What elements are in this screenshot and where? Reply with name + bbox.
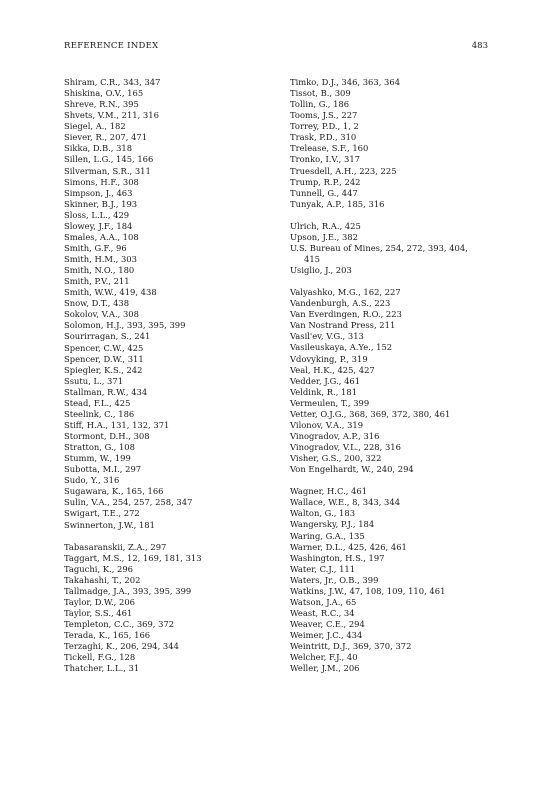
index-entry: Watson, J.A., 65 [290, 596, 357, 607]
index-entry: Vilonov, V.A., 319 [290, 419, 364, 430]
index-entry: Spencer, D.W., 311 [64, 353, 144, 364]
index-entry: Spiegler, K.S., 242 [64, 364, 143, 375]
index-entry: Stead, F.L., 425 [64, 397, 131, 408]
index-entry: Warner, D.L., 425, 426, 461 [290, 541, 407, 552]
index-entry: Van Nostrand Press, 211 [290, 320, 396, 331]
index-entry: Siegel, A., 182 [64, 121, 126, 132]
index-entry: Shreve, R.N., 395 [64, 99, 139, 110]
index-entry: Terada, K., 165, 166 [64, 630, 151, 641]
index-entry: Vermeulen, T., 399 [290, 397, 370, 408]
index-entry: Simons, H.F., 308 [64, 176, 139, 187]
index-entry: Valyashko, M.G., 162, 227 [290, 287, 401, 298]
index-entry: Smith, G.F., 96 [64, 242, 127, 253]
index-entry: Van Everdingen, R.O., 223 [290, 309, 402, 320]
index-entry: Sillen, L.G., 145, 166 [64, 154, 154, 165]
index-entry: Siever, R., 207, 471 [64, 132, 148, 143]
index-entry: Tickell, F.G., 128 [64, 652, 136, 663]
index-entry: Stormont, D.H., 308 [64, 431, 150, 441]
index-entry: Skinner, B.J., 193 [64, 198, 138, 209]
index-column-right [290, 77, 505, 674]
index-entry: Wangersky, P.J., 184 [290, 519, 375, 530]
index-entry-continuation: 415 [304, 253, 320, 264]
index-entry: Trump, R.P., 242 [290, 176, 361, 187]
index-entry: Vetter, O.J.G., 368, 369, 372, 380, 461 [290, 408, 451, 419]
index-entry: Sloss, L.L., 429 [64, 209, 130, 220]
index-entry: Slowey, J.F., 184 [64, 220, 133, 231]
index-entry: Weller, J.M., 206 [290, 663, 360, 674]
index-entry: Tooms, J.S., 227 [290, 110, 358, 121]
index-entry: Stratton, G., 108 [64, 442, 135, 453]
index-entry: Vinogradov, V.L., 228, 316 [290, 442, 401, 453]
index-entry: Washington, H.S., 197 [290, 552, 385, 563]
index-entry: Weintritt, D.J., 369, 370, 372 [290, 641, 412, 652]
index-entry: Shiskina, O.V., 165 [64, 88, 144, 99]
index-entry: Vasil'ev, V.G., 313 [290, 331, 364, 342]
index-entry: Welcher, F.J., 40 [290, 652, 358, 663]
index-entry: Ssutu, L., 371 [64, 375, 124, 386]
page-number: 483 [471, 41, 488, 51]
index-entry: Sugawara, K., 165, 166 [64, 486, 164, 497]
index-entry: Smith, W.W., 419, 438 [64, 287, 157, 298]
index-entry: Taggart, M.S., 12, 169, 181, 313 [64, 552, 202, 563]
index-entry: Weast, R.C., 34 [290, 607, 355, 618]
index-entry: Takahashi, T., 202 [64, 574, 141, 585]
index-entry: Stumm, W., 199 [64, 453, 131, 464]
index-entry: Sulin, V.A., 254, 257, 258, 347 [64, 497, 193, 508]
index-entry: Trelease, S.F., 160 [290, 143, 369, 154]
index-entry: Thatcher, L.L., 31 [64, 663, 140, 674]
index-entry: Torrey, P.D., 1, 2 [290, 121, 359, 132]
index-entry: Subotta, M.I., 297 [64, 464, 142, 475]
index-entry: Stallman, R.W., 434 [64, 386, 148, 397]
index-entry: Waters, Jr., O.B., 399 [290, 574, 379, 585]
index-entry: Spencer, C.W., 425 [64, 342, 144, 353]
index-entry: Taylor, S.S., 461 [64, 607, 133, 618]
index-entry: Taylor, D.W., 206 [64, 596, 135, 607]
index-entry: Sourirragan, S., 241 [64, 331, 151, 342]
index-entry: Simpson, J., 463 [64, 187, 133, 198]
index-entry: Vdovyking, P., 319 [290, 353, 368, 364]
index-entry: Tunyak, A.P., 185, 316 [290, 198, 385, 209]
index-entry: Timko, D.J., 346, 363, 364 [290, 77, 401, 87]
index-entry: Vandenburgh, A.S., 223 [290, 298, 391, 309]
index-entry: Shiram, C.R., 343, 347 [64, 77, 161, 87]
index-entry: Trask, P.D., 310 [290, 132, 357, 143]
index-entry: Walton, G., 183 [290, 508, 356, 519]
index-entry: Water, C.J., 111 [290, 563, 356, 574]
index-entry: Watkins, J.W., 47, 108, 109, 110, 461 [290, 585, 446, 596]
index-entry: Tunnell, G., 447 [290, 187, 358, 198]
index-entry: Waring, G.A., 135 [290, 530, 365, 541]
index-entry: Vinogradov, A.P., 316 [290, 430, 380, 441]
index-entry: Swigart, T.E., 272 [64, 508, 140, 519]
index-entry: Snow, D.T., 438 [64, 298, 130, 309]
index-entry: Weimer, J.C., 434 [290, 630, 363, 641]
index-entry: Smith, P.V., 211 [64, 276, 130, 287]
index-entry: Swinnerton, J.W., 181 [64, 519, 155, 530]
index-entry: Tronko, I.V., 317 [290, 154, 360, 165]
index-entry: Terzaghi, K., 206, 294, 344 [64, 641, 179, 652]
index-entry: Veal, H.K., 425, 427 [290, 364, 375, 375]
index-entry: Wagner, H.C., 461 [290, 486, 368, 497]
index-entry: Wallace, W.E., 8, 343, 344 [290, 497, 401, 508]
index-entry: Tallmadge, J.A., 393, 395, 399 [64, 585, 192, 596]
index-entry: Templeton, C.C., 369, 372 [64, 619, 175, 630]
running-header-title: REFERENCE INDEX [64, 41, 159, 51]
index-entry: Stiff, H.A., 131, 132, 371 [64, 419, 170, 430]
index-column-left [64, 77, 279, 674]
index-entry: Sudo, Y., 316 [64, 475, 120, 486]
index-entry: Von Engelhardt, W., 240, 294 [290, 464, 414, 475]
index-entry: Tissot, B., 309 [290, 88, 351, 99]
index-entry: Vedder, J.G., 461 [290, 375, 361, 386]
index-entry: Visher, G.S., 200, 322 [290, 453, 382, 464]
index-entry: Vasileuskaya, A.Ye., 152 [290, 342, 393, 353]
index-entry: Tabasaranskii, Z.A., 297 [64, 541, 167, 552]
index-entry: Taguchi, K., 296 [64, 563, 133, 574]
index-entry: Shvets, V.M., 211, 316 [64, 110, 159, 121]
index-entry: Steelink, C., 186 [64, 408, 135, 419]
index-entry: Smith, H.M., 303 [64, 254, 137, 264]
index-entry: Upson, J.E., 382 [290, 231, 358, 242]
index-entry: Usiglio, J., 203 [290, 265, 352, 276]
index-entry: Ulrich, R.A., 425 [290, 220, 361, 231]
index-entry: Sikka, D.B., 318 [64, 143, 133, 154]
index-entry: Tollin, G., 186 [290, 99, 350, 110]
index-entry: Smales, A.A., 108 [64, 231, 139, 242]
index-entry: Smith, N.O., 180 [64, 265, 135, 276]
index-entry: Sokolov, V.A., 308 [64, 309, 139, 320]
index-entry: Silverman, S.R., 311 [64, 165, 151, 176]
index-entry: Veldink, R., 181 [290, 386, 358, 397]
index-entry: U.S. Bureau of Mines, 254, 272, 393, 404, [290, 242, 468, 253]
index-entry: Solomon, H.J., 393, 395, 399 [64, 320, 186, 331]
index-entry: Weaver, C.E., 294 [290, 619, 365, 630]
index-entry: Truesdell, A.H., 223, 225 [290, 165, 397, 176]
